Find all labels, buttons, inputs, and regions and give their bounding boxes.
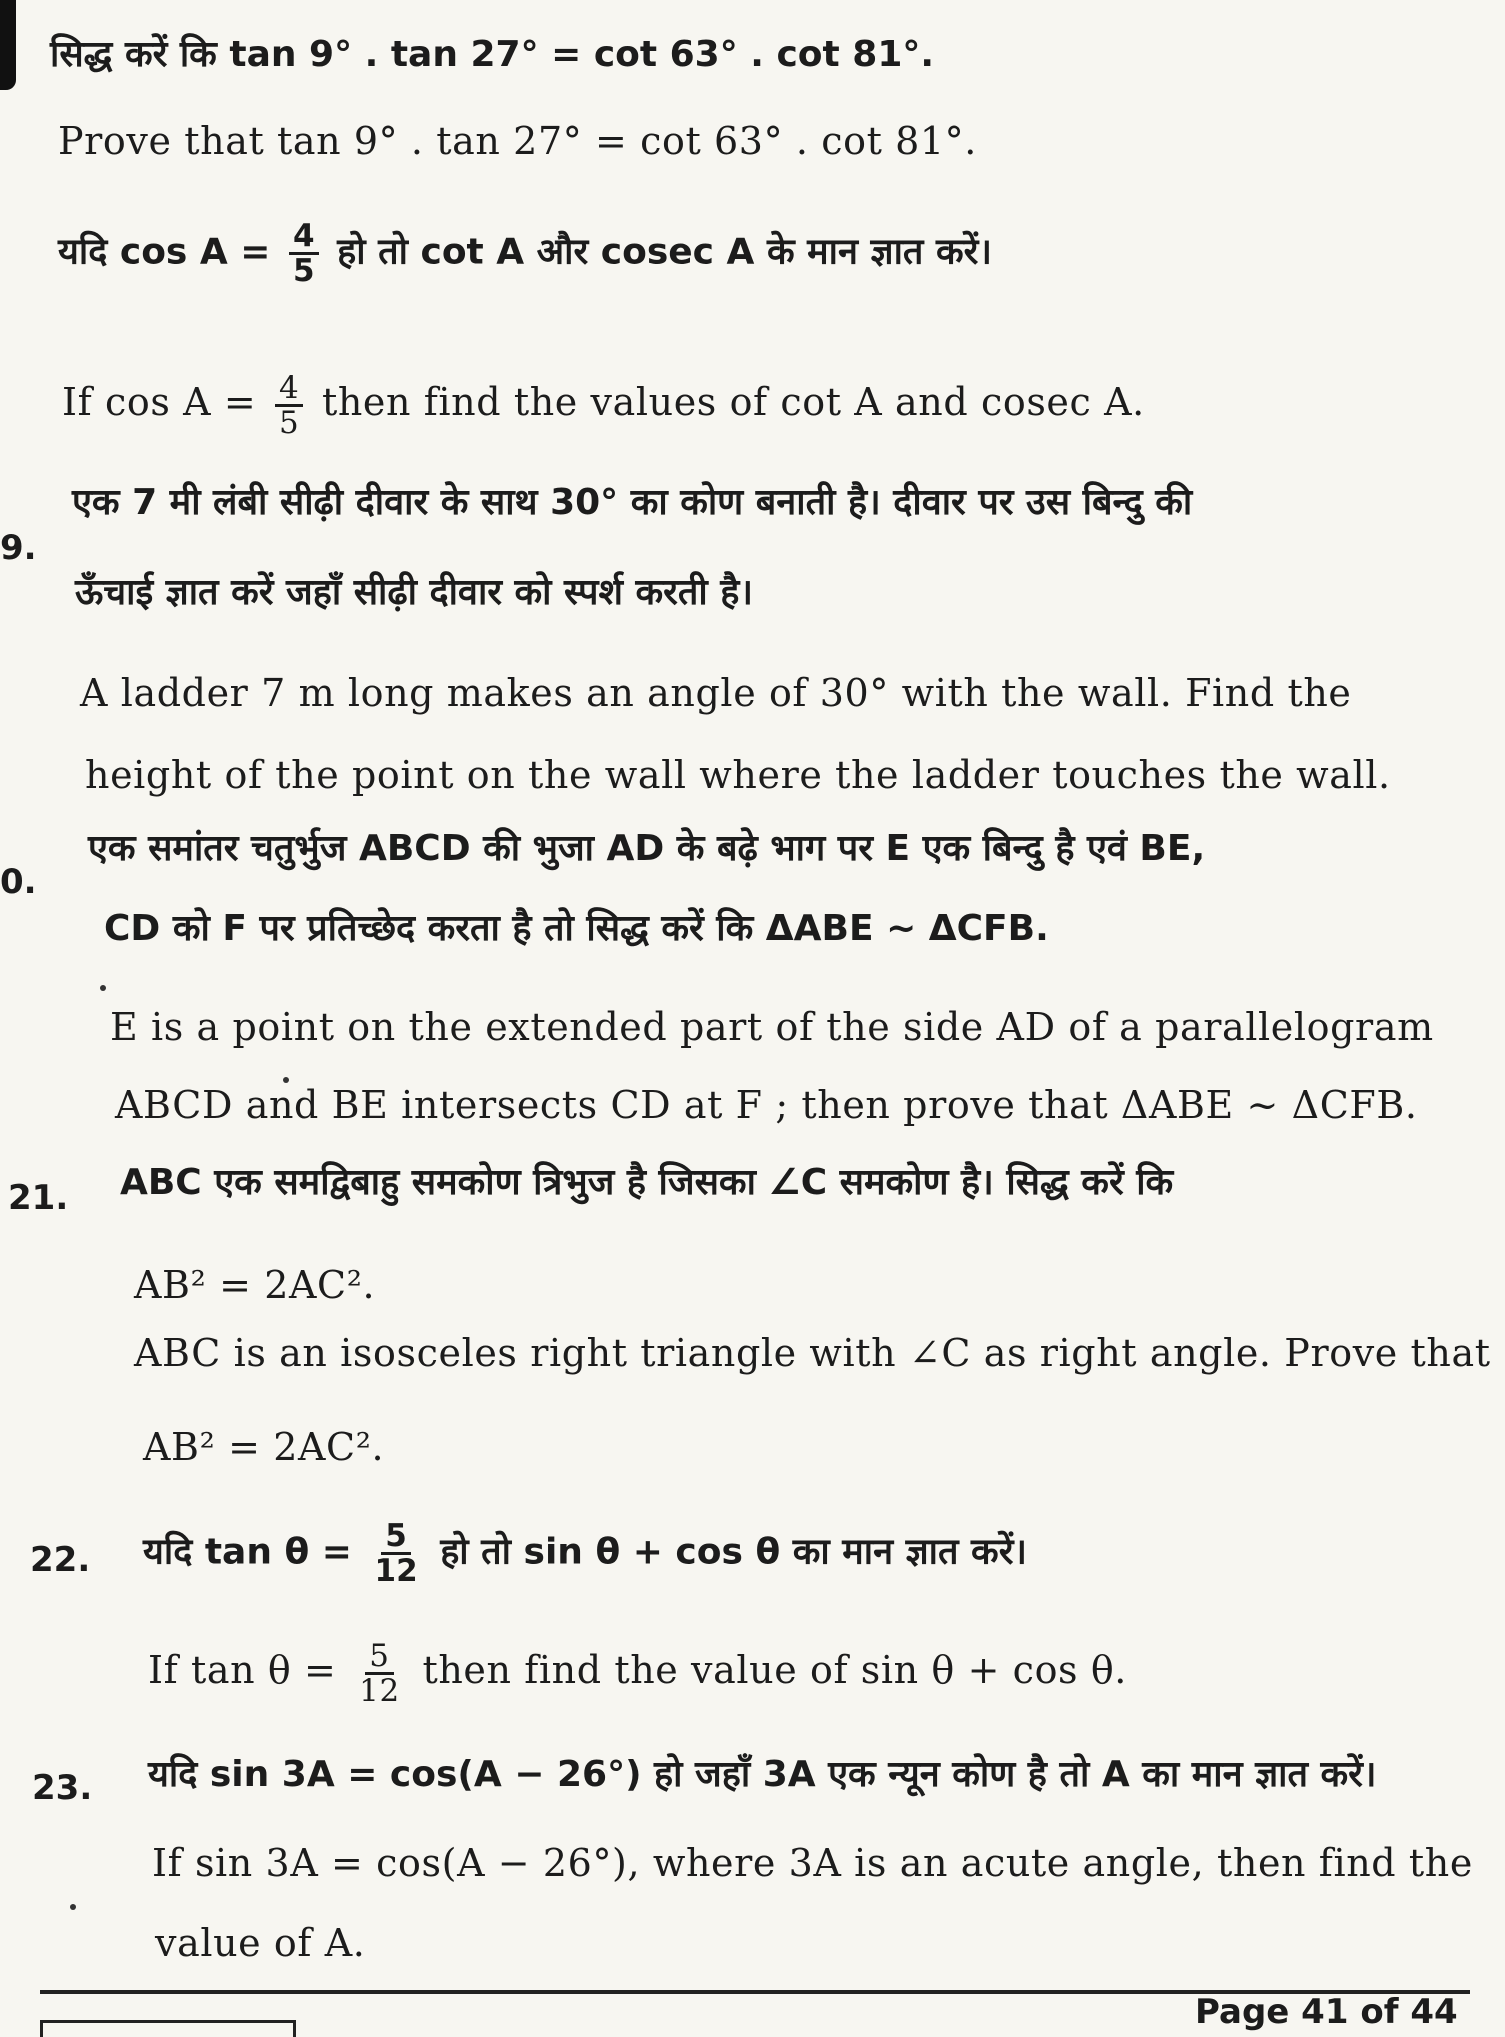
q22-english-prefix: If tan θ =: [148, 1648, 337, 1692]
q17-hindi: सिद्ध करें कि tan 9° . tan 27° = cot 63° . cot 81°.: [50, 34, 935, 75]
q22-hindi-suffix: हो तो sin θ + cos θ का मान ज्ञात करें।: [440, 1531, 1028, 1573]
q20-number: 0.: [0, 862, 37, 902]
q21-english: ABC is an isosceles right triangle with ∠C as right angle. Prove that: [134, 1331, 1491, 1375]
q18-hindi-suffix: हो तो cot A और cosec A के मान ज्ञात करें।: [337, 231, 992, 273]
q23-number: 23.: [32, 1768, 93, 1808]
q21-hindi: ABC एक समद्विबाहु समकोण त्रिभुज है जिसका ∠C समकोण है। सिद्ध करें कि: [120, 1162, 1174, 1203]
q21-equation: AB² = 2AC².: [134, 1263, 376, 1307]
q19-english-line-1: A ladder 7 m long makes an angle of 30° with the wall. Find the: [80, 671, 1352, 715]
q21-number: 21.: [8, 1178, 69, 1218]
q18-fraction-en-denominator: 5: [278, 405, 300, 441]
q22-hindi: [143, 1520, 1027, 1587]
q19-number: 9.: [0, 528, 37, 568]
q22-fraction-en: [355, 1640, 404, 1707]
q18-fraction-numerator: 4: [289, 220, 319, 255]
q19-english-line-2: height of the point on the wall where the ladder touches the wall.: [85, 753, 1391, 797]
q18-hindi: [58, 220, 992, 287]
q18-hindi-prefix: यदि cos A =: [58, 231, 271, 273]
q18-english: [62, 372, 1145, 439]
stray-dot: [100, 985, 106, 991]
corner-mark: [0, 0, 16, 90]
page-number: Page 41 of 44: [1195, 1992, 1458, 2032]
q22-number: 22.: [30, 1540, 91, 1580]
q20-english-line-2: ABCD and BE intersects CD at F ; then prove that ΔABE ~ ΔCFB.: [115, 1083, 1418, 1127]
q22-fraction-en-denominator: 12: [359, 1673, 400, 1709]
q23-hindi: यदि sin 3A = cos(A − 26°) हो जहाँ 3A एक न्यून कोण है तो A का मान ज्ञात करें।: [148, 1754, 1377, 1795]
q18-fraction-en-numerator: 4: [275, 372, 303, 407]
q22-fraction-numerator: 5: [381, 1520, 411, 1555]
q23-english-line-1: If sin 3A = cos(A − 26°), where 3A is an acute angle, then find the: [152, 1841, 1473, 1885]
q22-fraction-en-numerator: 5: [365, 1640, 393, 1675]
q18-english-suffix: then find the values of cot A and cosec A.: [321, 380, 1145, 424]
q22-english: [148, 1640, 1127, 1707]
q19-hindi-line-1: एक 7 मी लंबी सीढ़ी दीवार के साथ 30° का कोण बनाती है। दीवार पर उस बिन्दु की: [72, 482, 1193, 523]
footer-box: [40, 2020, 296, 2037]
q22-fraction: [371, 1520, 422, 1587]
stray-dot: [70, 1904, 76, 1910]
q22-english-suffix: then find the value of sin θ + cos θ.: [422, 1648, 1127, 1692]
q18-fraction-denominator: 5: [293, 253, 315, 289]
q19-hindi-line-2: ऊँचाई ज्ञात करें जहाँ सीढ़ी दीवार को स्पर्श करती है।: [75, 572, 753, 613]
q17-english: Prove that tan 9° . tan 27° = cot 63° . cot 81°.: [58, 119, 977, 163]
q22-hindi-prefix: यदि tan θ =: [143, 1531, 352, 1573]
q20-hindi-line-2: CD को F पर प्रतिच्छेद करता है तो सिद्ध करें कि ΔABE ~ ΔCFB.: [104, 908, 1049, 949]
q18-fraction-en: [275, 372, 303, 439]
q23-english-line-2: value of A.: [155, 1921, 366, 1965]
q20-hindi-line-1: एक समांतर चतुर्भुज ABCD की भुजा AD के बढ़े भाग पर E एक बिन्दु है एवं BE,: [88, 828, 1206, 869]
q22-fraction-denominator: 12: [374, 1553, 418, 1589]
q18-fraction: [289, 220, 319, 287]
q21-equation-en: AB² = 2AC².: [143, 1425, 385, 1469]
q18-english-prefix: If cos A =: [62, 380, 257, 424]
q20-english-line-1: E is a point on the extended part of the side AD of a parallelogram: [110, 1005, 1434, 1049]
